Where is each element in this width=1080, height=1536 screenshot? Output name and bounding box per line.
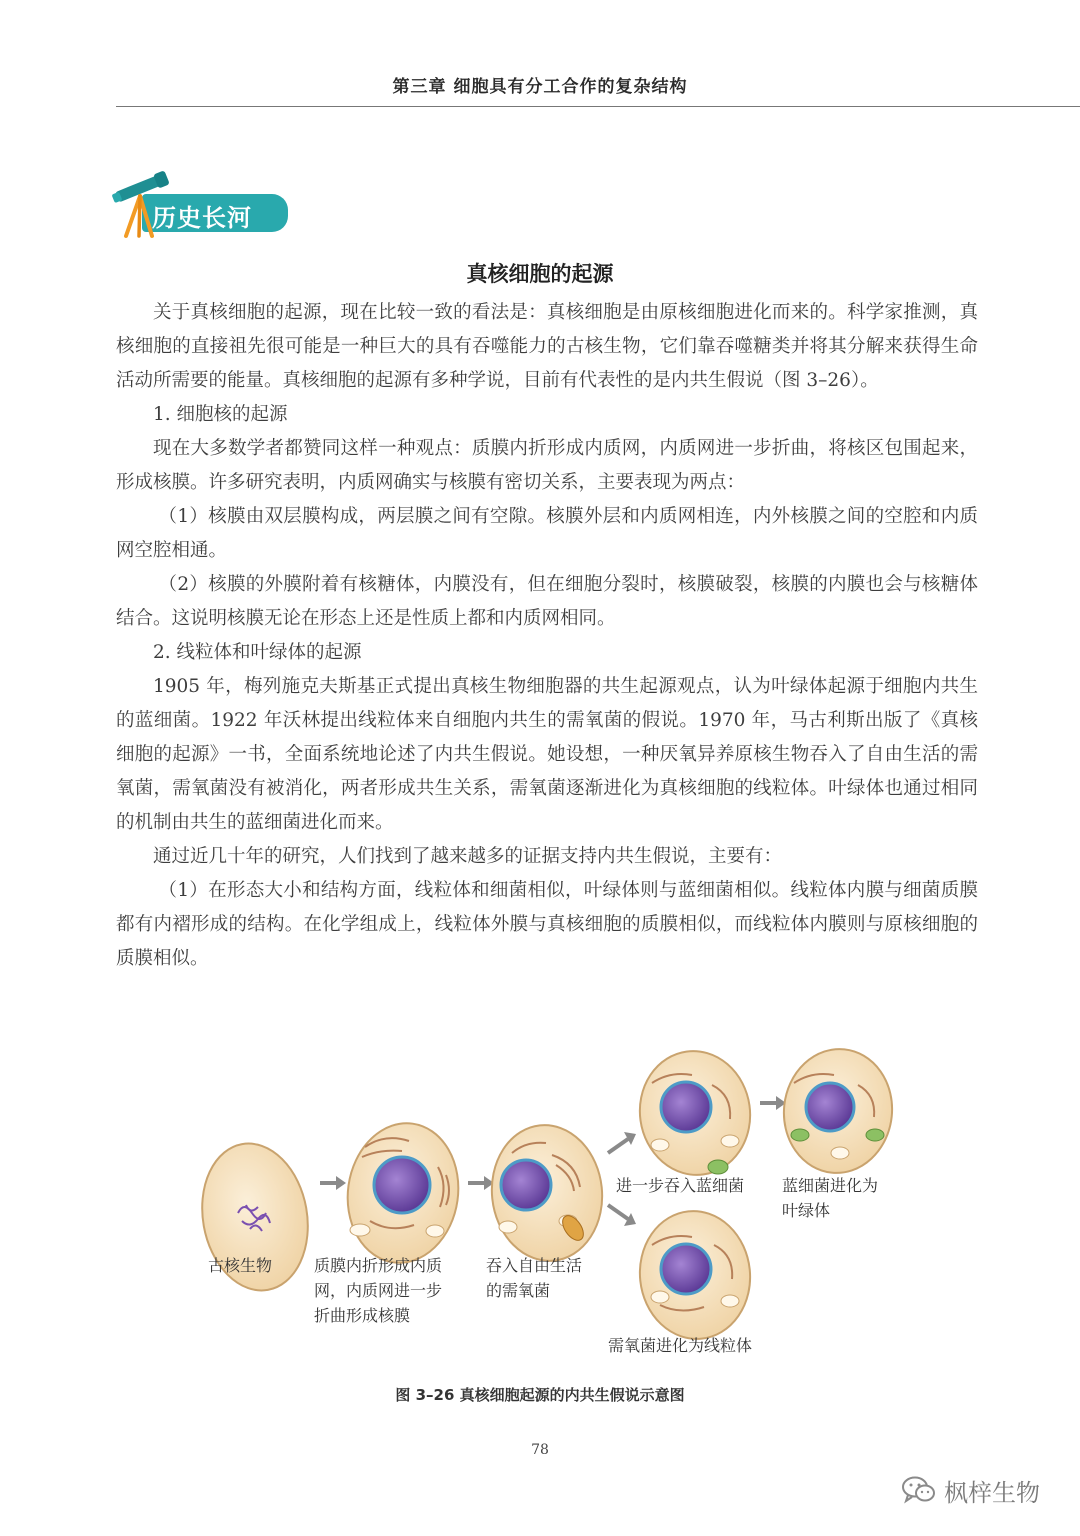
cell-engulf-cyanobacterium [632,1044,758,1182]
cell-nuclear-envelope [339,1116,467,1270]
caption-archaeon: 古核生物 [208,1256,273,1275]
caption-envelope-3: 折曲形成核膜 [314,1306,411,1325]
header-rule [116,106,1080,107]
heading-nucleus-origin: 1. 细胞核的起源 [153,404,288,425]
caption-envelope-1: 质膜内折形成内质 [314,1256,443,1275]
watermark-text: 枫梓生物 [944,1478,1040,1507]
caption-envelope-2: 网，内质网进一步 [314,1281,443,1300]
paragraph-history: 1905 年，梅列施克夫斯基正式提出真核生物细胞器的共生起源观点，认为叶绿体起源于细胞内共生的蓝细菌。1922 年沃林提出线粒体来自细胞内共生的需氧菌的假说。1970 年，马古利斯出版了《真核细胞的起源》一书，全面系统地论述了内共生假说。她设想，一种厌氧异养原核生物吞入了自由生活的需氧菌，需氧菌没有被消化，两者形成共生关系，需氧菌逐渐进化为真核细胞的线粒体。叶绿体也通过相同的机制由共生的蓝细菌进化而来。 [116,676,978,833]
endosymbiosis-figure [190,1035,930,1365]
caption-cyanobacterium: 进一步吞入蓝细菌 [616,1176,745,1195]
article-title: 真核细胞的起源 [466,262,614,286]
watermark [902,1470,1040,1510]
chapter-header: 第三章 细胞具有分工合作的复杂结构 [392,77,688,97]
paragraph-nucleus: 现在大多数学者都赞同这样一种观点：质膜内折形成内质网，内质网进一步折曲，将核区包围起来，形成核膜。许多研究表明，内质网确实与核膜有密切关系，主要表现为两点： [116,438,978,493]
figure-title: 图 3–26 真核细胞起源的内共生假说示意图 [395,1386,685,1404]
wechat-icon [902,1476,936,1504]
caption-chloroplast-2: 叶绿体 [782,1201,831,1220]
caption-chloroplast-1: 蓝细菌进化为 [782,1176,879,1195]
article-body [116,296,978,976]
cell-engulf-aerobe [485,1120,609,1267]
paragraph-intro: 关于真核细胞的起源，现在比较一致的看法是：真核细胞是由原核细胞进化而来的。科学家推测，真核细胞的直接祖先很可能是一种巨大的具有吞噬能力的古核生物，它们靠吞噬糖类并将其分解来获得生命活动所需要的能量。真核细胞的起源有多种学说，目前有代表性的是内共生假说（图 3–26）。 [116,302,978,391]
heading-organelle-origin: 2. 线粒体和叶绿体的起源 [153,642,362,663]
page-number: 78 [531,1442,549,1458]
caption-mitochondrion: 需氧菌进化为线粒体 [608,1336,753,1355]
cyanobacterium [708,1160,728,1174]
caption-aerobe-1: 吞入自由生活 [486,1256,583,1275]
point-1-nucleus: （1）核膜由双层膜构成，两层膜之间有空隙。核膜外层和内质网相连，内外核膜之间的空腔和内质网空腔相通。 [116,506,978,561]
paragraph-evidence-intro: 通过近几十年的研究，人们找到了越来越多的证据支持内共生假说，主要有： [153,846,783,867]
caption-aerobe-2: 的需氧菌 [486,1281,551,1300]
badge-label: 历史长河 [152,204,252,232]
cell-chloroplast-formed [778,1044,898,1179]
section-badge [112,170,282,240]
cell-mitochondrion-formed [634,1206,757,1345]
point-1-evidence: （1）在形态大小和结构方面，线粒体和细菌相似，叶绿体则与蓝细菌相似。线粒体内膜与细菌质膜都有内褶形成的结构。在化学组成上，线粒体外膜与真核细胞的质膜相似，而线粒体内膜则与原核细胞的质膜相似。 [116,880,978,969]
point-2-nucleus: （2）核膜的外膜附着有核糖体，内膜没有，但在细胞分裂时，核膜破裂，核膜的内膜也会与核糖体结合。这说明核膜无论在形态上还是性质上都和内质网相同。 [116,574,978,629]
